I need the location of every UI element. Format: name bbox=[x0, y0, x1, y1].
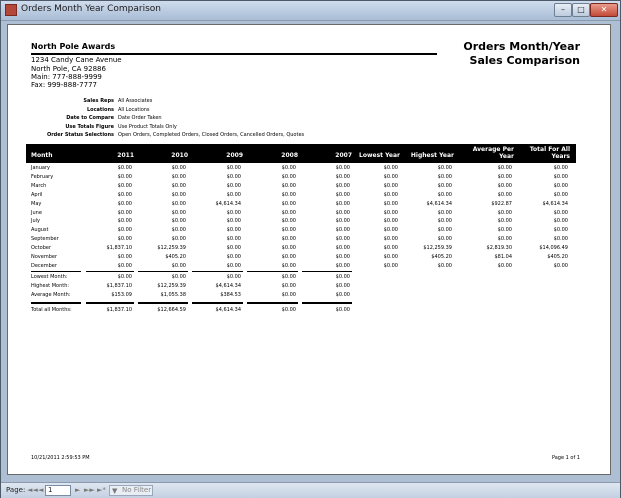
table-cell: $0.00 bbox=[497, 191, 512, 198]
record-navigation-bar bbox=[1, 482, 620, 498]
table-cell: $0.00 bbox=[171, 227, 186, 234]
month-label: May bbox=[31, 200, 42, 207]
table-cell: $0.00 bbox=[335, 227, 350, 234]
table-cell: $0.00 bbox=[437, 227, 452, 234]
table-cell: $0.00 bbox=[226, 209, 241, 216]
criteria-value: Open Orders, Completed Orders, Closed Orders, Cancelled Orders, Quotes bbox=[118, 132, 305, 138]
table-cell: $0.00 bbox=[171, 200, 186, 207]
last-page-button[interactable]: ►► bbox=[84, 486, 95, 494]
table-cell: $0.00 bbox=[383, 245, 398, 252]
summary-rule bbox=[302, 302, 352, 304]
table-cell: $0.00 bbox=[383, 218, 398, 225]
summary-cell: $0.00 bbox=[281, 292, 296, 298]
criteria-value: Use Product Totals Only bbox=[118, 123, 177, 130]
month-label: June bbox=[31, 209, 42, 216]
print-date: 10/21/2011 2:59:53 PM bbox=[31, 455, 90, 461]
table-cell: $1,837.10 bbox=[106, 245, 132, 252]
table-cell: $0.00 bbox=[383, 191, 398, 198]
column-header: 2010 bbox=[171, 152, 188, 159]
table-cell: $0.00 bbox=[437, 165, 452, 171]
title-bar bbox=[1, 1, 620, 21]
minimize-button[interactable]: – bbox=[554, 3, 572, 17]
address-line-1: 1234 Candy Cane Avenue bbox=[31, 56, 122, 64]
fax-number: Fax: 999-888-7777 bbox=[31, 81, 97, 89]
total-cell: $12,664.59 bbox=[157, 307, 186, 313]
table-cell: $0.00 bbox=[497, 262, 512, 269]
table-cell: $0.00 bbox=[281, 191, 296, 198]
table-cell: $0.00 bbox=[117, 165, 132, 171]
column-header: Total For All Years bbox=[529, 146, 570, 160]
next-page-button[interactable]: ► bbox=[75, 486, 81, 494]
table-cell: $0.00 bbox=[281, 218, 296, 225]
summary-cell: $0.00 bbox=[117, 274, 132, 280]
table-cell: $0.00 bbox=[383, 254, 398, 260]
total-label: Total all Months: bbox=[31, 307, 72, 313]
page-label: Page: bbox=[6, 486, 26, 494]
table-cell: $0.00 bbox=[383, 209, 398, 216]
summary-cell: $0.00 bbox=[281, 283, 296, 289]
summary-cell: $1,055.38 bbox=[160, 292, 186, 298]
summary-cell: $0.00 bbox=[171, 274, 186, 280]
table-cell: $0.00 bbox=[171, 165, 186, 171]
table-cell: $0.00 bbox=[437, 191, 452, 198]
total-cell: $4,614.34 bbox=[215, 307, 241, 313]
table-cell: $0.00 bbox=[117, 254, 132, 260]
table-cell: $0.00 bbox=[226, 262, 241, 269]
table-cell: $0.00 bbox=[226, 236, 241, 243]
total-cell: $0.00 bbox=[281, 307, 296, 313]
table-cell: $0.00 bbox=[437, 262, 452, 269]
column-header: 2011 bbox=[117, 152, 134, 159]
table-cell: $0.00 bbox=[117, 262, 132, 269]
company-name: North Pole Awards bbox=[31, 42, 116, 51]
table-cell: $0.00 bbox=[281, 173, 296, 180]
maximize-button[interactable]: □ bbox=[572, 3, 590, 17]
table-cell: $0.00 bbox=[437, 182, 452, 189]
table-cell: $0.00 bbox=[497, 182, 512, 189]
no-filter-label: No Filter bbox=[122, 486, 152, 494]
main-phone: Main: 777-888-9999 bbox=[31, 73, 102, 81]
report-icon bbox=[5, 4, 17, 16]
table-cell: $81.04 bbox=[494, 254, 512, 260]
summary-cell: $153.09 bbox=[111, 292, 132, 298]
table-cell: $0.00 bbox=[553, 236, 568, 243]
table-cell: $405.20 bbox=[431, 254, 452, 260]
table-cell: $0.00 bbox=[553, 209, 568, 216]
table-cell: $0.00 bbox=[437, 209, 452, 216]
table-cell: $0.00 bbox=[497, 173, 512, 180]
summary-cell: $0.00 bbox=[335, 274, 350, 280]
summary-rule bbox=[192, 302, 243, 304]
summary-cell: $384.53 bbox=[220, 292, 241, 298]
table-cell: $0.00 bbox=[553, 262, 568, 269]
table-cell: $0.00 bbox=[383, 227, 398, 234]
table-cell: $0.00 bbox=[437, 236, 452, 243]
summary-cell: $12,259.39 bbox=[157, 283, 186, 289]
table-cell: $0.00 bbox=[226, 245, 241, 252]
table-cell: $0.00 bbox=[117, 209, 132, 216]
table-cell: $0.00 bbox=[553, 165, 568, 171]
table-cell: $0.00 bbox=[226, 173, 241, 180]
table-cell: $0.00 bbox=[553, 182, 568, 189]
table-cell: $2,819.30 bbox=[486, 245, 512, 252]
table-cell: $0.00 bbox=[553, 173, 568, 180]
table-cell: $0.00 bbox=[226, 165, 241, 171]
filter-icon: ▼ bbox=[112, 487, 118, 495]
table-cell: $0.00 bbox=[226, 218, 241, 225]
table-cell: $0.00 bbox=[171, 209, 186, 216]
total-cell: $0.00 bbox=[335, 307, 350, 313]
month-label: February bbox=[31, 173, 54, 180]
table-cell: $0.00 bbox=[335, 262, 350, 269]
table-cell: $0.00 bbox=[335, 165, 350, 171]
summary-rule bbox=[31, 271, 81, 272]
table-cell: $0.00 bbox=[497, 165, 512, 171]
summary-rule bbox=[302, 271, 352, 272]
table-cell: $0.00 bbox=[383, 165, 398, 171]
month-label: September bbox=[31, 236, 59, 243]
table-cell: $12,259.39 bbox=[423, 245, 452, 252]
column-header: Month bbox=[31, 152, 53, 159]
criteria-value: All Locations bbox=[118, 106, 150, 113]
address-line-2: North Pole, CA 92886 bbox=[31, 65, 106, 73]
table-cell: $405.20 bbox=[165, 254, 186, 260]
report-title-line-1: Orders Month/Year bbox=[463, 40, 580, 53]
table-cell: $0.00 bbox=[226, 254, 241, 260]
criteria-label: Sales Reps bbox=[83, 98, 114, 104]
summary-rule bbox=[138, 271, 188, 272]
report-title-line-2: Sales Comparison bbox=[469, 54, 580, 67]
criteria-label: Locations bbox=[86, 106, 114, 113]
column-header: 2009 bbox=[226, 152, 243, 159]
summary-label: Average Month: bbox=[31, 292, 71, 298]
month-label: July bbox=[31, 218, 40, 225]
table-cell: $0.00 bbox=[117, 200, 132, 207]
table-cell: $0.00 bbox=[171, 262, 186, 269]
summary-cell: $1,837.10 bbox=[106, 283, 132, 289]
report-page bbox=[7, 24, 611, 475]
table-cell: $405.20 bbox=[547, 254, 568, 260]
table-cell: $0.00 bbox=[335, 200, 350, 207]
table-cell: $0.00 bbox=[553, 191, 568, 198]
month-label: August bbox=[31, 227, 49, 234]
table-cell: $4,614.34 bbox=[426, 200, 452, 207]
table-cell: $0.00 bbox=[171, 218, 186, 225]
table-cell: $4,614.34 bbox=[215, 200, 241, 207]
column-header: Average Per Year bbox=[472, 146, 514, 160]
table-cell: $0.00 bbox=[335, 182, 350, 189]
table-cell: $0.00 bbox=[383, 262, 398, 269]
close-button[interactable]: ✕ bbox=[590, 3, 618, 17]
table-cell: $0.00 bbox=[117, 227, 132, 234]
new-record-button[interactable]: ►* bbox=[97, 486, 106, 494]
criteria-value: Date Order Taken bbox=[118, 115, 162, 121]
summary-label: Lowest Month: bbox=[31, 274, 68, 280]
summary-label: Highest Month: bbox=[31, 283, 70, 289]
month-label: October bbox=[31, 245, 52, 252]
table-cell: $0.00 bbox=[226, 227, 241, 234]
table-cell: $0.00 bbox=[281, 227, 296, 234]
first-page-button[interactable]: ◄◄ bbox=[27, 486, 38, 494]
summary-cell: $4,614.34 bbox=[215, 283, 241, 289]
table-cell: $0.00 bbox=[553, 227, 568, 234]
summary-rule bbox=[86, 271, 134, 272]
table-cell: $0.00 bbox=[335, 191, 350, 198]
report-title bbox=[463, 40, 580, 68]
criteria-value: All Associates bbox=[118, 98, 153, 104]
table-cell: $0.00 bbox=[226, 182, 241, 189]
summary-rule bbox=[31, 302, 81, 304]
table-cell: $0.00 bbox=[281, 245, 296, 252]
summary-rule bbox=[138, 302, 188, 304]
month-label: March bbox=[31, 182, 47, 189]
table-cell: $0.00 bbox=[117, 182, 132, 189]
table-cell: $0.00 bbox=[497, 209, 512, 216]
table-cell: $0.00 bbox=[171, 173, 186, 180]
page-number: Page 1 of 1 bbox=[551, 455, 580, 461]
table-cell: $0.00 bbox=[497, 218, 512, 225]
table-header bbox=[26, 144, 576, 163]
summary-rule bbox=[86, 302, 134, 304]
previous-page-button[interactable]: ◄ bbox=[38, 486, 44, 494]
table-cell: $0.00 bbox=[226, 191, 241, 198]
table-cell: $0.00 bbox=[553, 218, 568, 225]
table-cell: $0.00 bbox=[281, 200, 296, 207]
table-cell: $0.00 bbox=[171, 182, 186, 189]
table-cell: $0.00 bbox=[497, 227, 512, 234]
table-cell: $0.00 bbox=[335, 209, 350, 216]
summary-cell: $0.00 bbox=[281, 274, 296, 280]
table-cell: $0.00 bbox=[335, 236, 350, 243]
table-cell: $0.00 bbox=[437, 173, 452, 180]
table-cell: $0.00 bbox=[281, 236, 296, 243]
table-cell: $0.00 bbox=[383, 200, 398, 207]
criteria-label: Date to Compare bbox=[66, 115, 114, 121]
table-cell: $0.00 bbox=[117, 236, 132, 243]
table-cell: $0.00 bbox=[281, 209, 296, 216]
total-cell: $1,837.10 bbox=[106, 307, 132, 313]
table-cell: $0.00 bbox=[335, 245, 350, 252]
no-filter-button[interactable] bbox=[109, 485, 153, 496]
table-cell: $4,614.34 bbox=[542, 200, 568, 207]
column-header: Lowest Year bbox=[359, 152, 400, 159]
column-header: 2007 bbox=[335, 152, 352, 159]
summary-cell: $0.00 bbox=[335, 292, 350, 298]
column-header: Highest Year bbox=[410, 152, 454, 159]
window-title: Orders Month Year Comparison bbox=[21, 4, 161, 14]
summary-rule bbox=[247, 271, 298, 272]
summary-rule bbox=[192, 271, 243, 272]
table-cell: $0.00 bbox=[117, 218, 132, 225]
table-cell: $0.00 bbox=[281, 254, 296, 260]
table-cell: $0.00 bbox=[281, 165, 296, 171]
summary-cell: $0.00 bbox=[226, 274, 241, 280]
table-cell: $0.00 bbox=[335, 218, 350, 225]
company-rule bbox=[31, 53, 437, 55]
table-cell: $0.00 bbox=[171, 236, 186, 243]
table-cell: $922.87 bbox=[491, 200, 512, 207]
month-label: April bbox=[31, 191, 43, 198]
table-cell: $0.00 bbox=[281, 182, 296, 189]
table-cell: $0.00 bbox=[497, 236, 512, 243]
table-cell: $0.00 bbox=[437, 218, 452, 225]
table-cell: $0.00 bbox=[383, 182, 398, 189]
table-cell: $0.00 bbox=[335, 173, 350, 180]
table-cell: $0.00 bbox=[281, 262, 296, 269]
summary-rule bbox=[247, 302, 298, 304]
table-cell: $0.00 bbox=[117, 173, 132, 180]
month-label: November bbox=[31, 254, 58, 260]
column-header: 2008 bbox=[281, 152, 298, 159]
table-cell: $0.00 bbox=[383, 236, 398, 243]
criteria-label: Use Totals Figure bbox=[65, 123, 114, 130]
table-cell: $0.00 bbox=[171, 191, 186, 198]
table-cell: $0.00 bbox=[117, 191, 132, 198]
table-cell: $0.00 bbox=[383, 173, 398, 180]
table-cell: $12,259.39 bbox=[157, 245, 186, 252]
month-label: December bbox=[31, 262, 57, 269]
criteria-label: Order Status Selections bbox=[46, 132, 114, 138]
summary-cell: $0.00 bbox=[335, 283, 350, 289]
table-cell: $14,096.49 bbox=[539, 245, 568, 252]
table-cell: $0.00 bbox=[335, 254, 350, 260]
month-label: January bbox=[31, 165, 50, 171]
current-page-input[interactable]: 1 bbox=[45, 485, 71, 496]
